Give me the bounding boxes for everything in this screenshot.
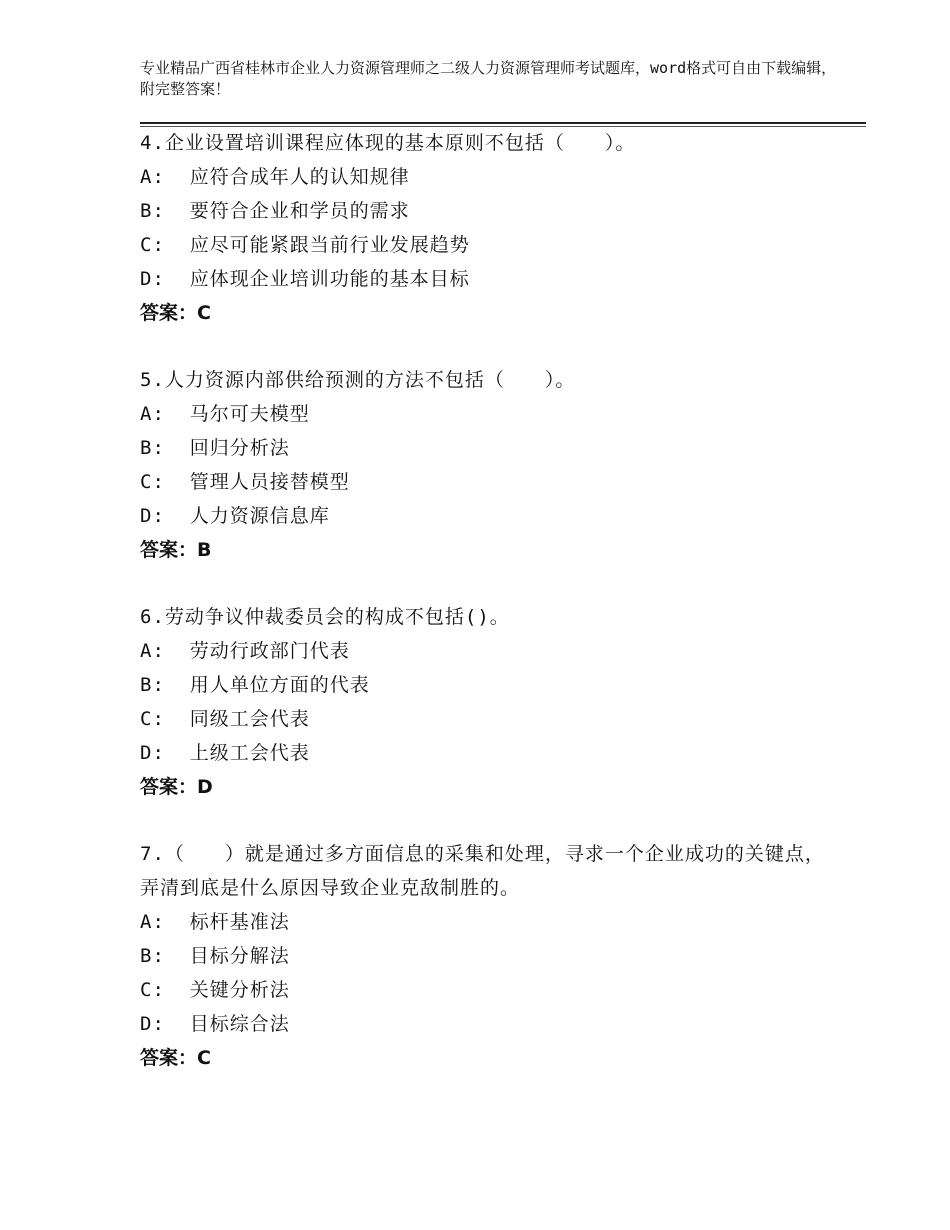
option-c: C: 应尽可能紧跟当前行业发展趋势 [140,234,470,256]
document-title: 专业精品广西省桂林市企业人力资源管理师之二级人力资源管理师考试题库，word格式可自由下载编辑，附完整答案！ [140,59,837,98]
answer: 答案：C [140,302,211,324]
answer: 答案：C [140,1047,211,1069]
option-d: D: 人力资源信息库 [140,505,330,527]
question-stem: 6.劳动争议仲裁委员会的构成不包括()。 [140,606,510,628]
question-5 [140,363,840,567]
option-b: B: 要符合企业和学员的需求 [140,200,410,222]
question-stem: 7.（ ）就是通过多方面信息的采集和处理，寻求一个企业成功的关键点，弄清到底是什么原因导致企业克敌制胜的。 [140,843,825,899]
option-b: B: 用人单位方面的代表 [140,674,370,696]
option-d: D: 应体现企业培训功能的基本目标 [140,268,470,290]
option-c: C: 管理人员接替模型 [140,471,350,493]
option-a: A: 劳动行政部门代表 [140,640,350,662]
question-7 [140,837,840,1075]
question-6 [140,600,840,804]
option-c: C: 同级工会代表 [140,708,310,730]
header-divider [140,122,866,124]
answer: 答案：D [140,776,213,798]
question-4 [140,126,840,330]
option-c: C: 关键分析法 [140,979,290,1001]
page-header [140,58,840,100]
question-stem: 4.企业设置培训课程应体现的基本原则不包括（ ）。 [140,132,636,154]
answer: 答案：B [140,539,212,561]
question-stem: 5.人力资源内部供给预测的方法不包括（ ）。 [140,369,576,391]
option-a: A: 马尔可夫模型 [140,403,310,425]
option-b: B: 回归分析法 [140,437,290,459]
option-a: A: 标杆基准法 [140,911,290,933]
question-list [140,126,840,1108]
option-b: B: 目标分解法 [140,945,290,967]
option-a: A: 应符合成年人的认知规律 [140,166,410,188]
option-d: D: 上级工会代表 [140,742,310,764]
option-d: D: 目标综合法 [140,1013,290,1035]
